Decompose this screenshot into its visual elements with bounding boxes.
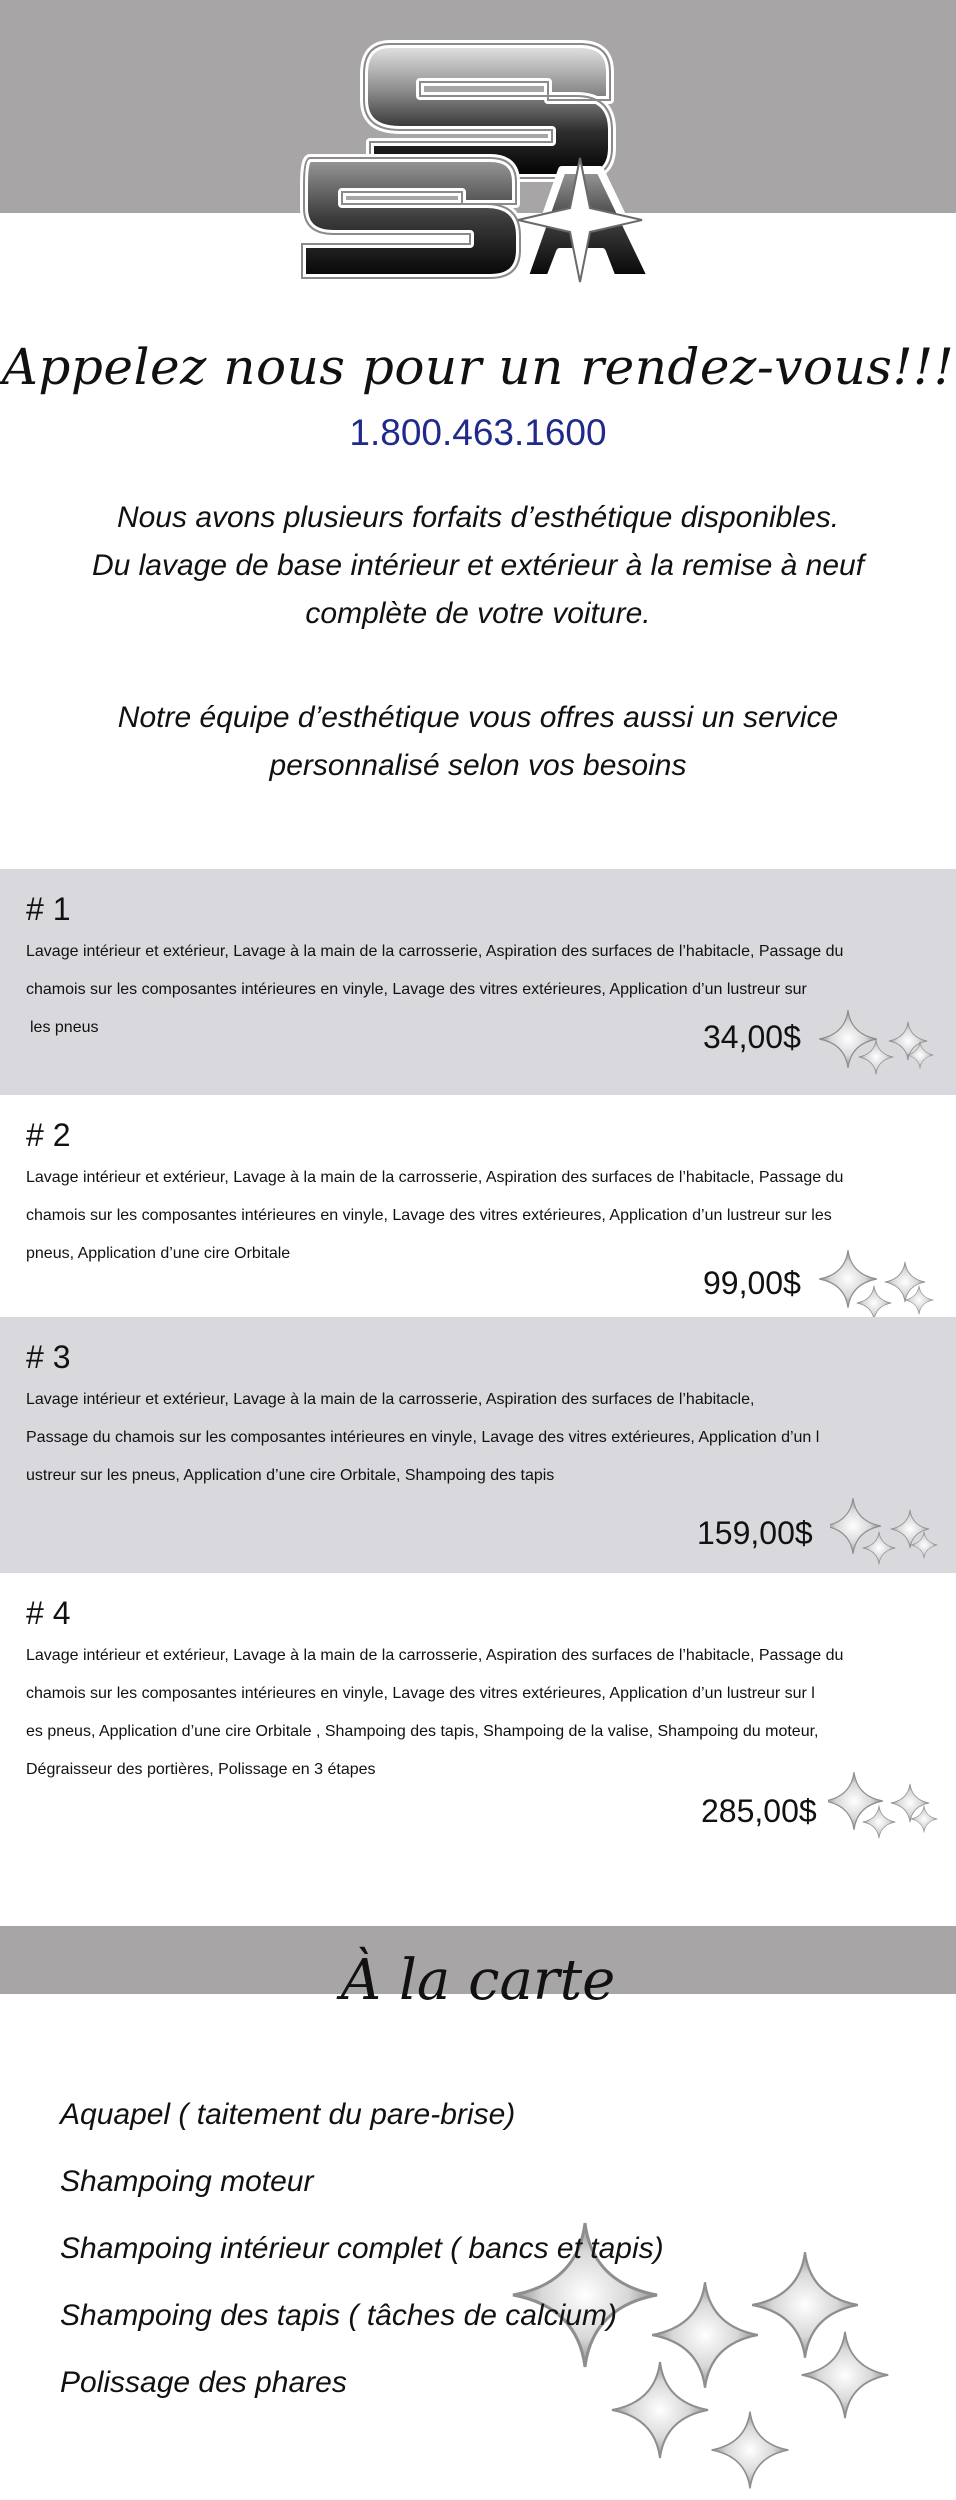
list-item: Shampoing intérieur complet ( bancs et tapis) — [60, 2232, 664, 2265]
package-description-line: Dégraisseur des portières, Polissage en 3 étapes — [26, 1761, 376, 1778]
package-description-line: chamois sur les composantes intérieures en vinyle, Lavage des vitres extérieures, Application d’un lustreur sur — [26, 981, 807, 998]
package-price: 99,00$ — [703, 1265, 801, 1301]
intro-line: Nous avons plusieurs forfaits d’esthétique disponibles. — [116, 501, 840, 534]
call-to-action-heading: Appelez nous pour un rendez-vous!!! — [1, 338, 955, 396]
intro-paragraph-1 — [40, 494, 916, 638]
package-description-line: pneus, Application d’une cire Orbitale — [26, 1245, 291, 1262]
package-description-line: Lavage intérieur et extérieur, Lavage à la main de la carrosserie, Aspiration des surfaces de l’habitacle, Passage du — [26, 1647, 844, 1664]
package-description-line: Passage du chamois sur les composantes intérieures en vinyle, Lavage des vitres extérieures, Application d’un l — [26, 1429, 820, 1446]
phone-number[interactable]: 1.800.463.1600 — [349, 412, 607, 453]
package-3 — [0, 1317, 956, 1573]
package-4 — [0, 1573, 956, 1873]
package-description-line: es pneus, Application d’une cire Orbitale , Shampoing des tapis, Shampoing de la valise, Shampoing du moteur, — [26, 1723, 819, 1740]
package-price: 34,00$ — [703, 1019, 801, 1055]
package-description-line: Lavage intérieur et extérieur, Lavage à la main de la carrosserie, Aspiration des surfaces de l’habitacle, Passage du — [26, 1169, 844, 1186]
sparkle-stars-icon — [828, 1765, 948, 1855]
package-description — [26, 1381, 926, 1495]
package-1 — [0, 869, 956, 1095]
ssa-logo-icon — [280, 38, 670, 294]
package-description-line: chamois sur les composantes intérieures en vinyle, Lavage des vitres extérieures, Application d’un lustreur sur l — [26, 1685, 815, 1702]
package-price: 285,00$ — [701, 1793, 817, 1829]
package-description-line: les pneus — [30, 1019, 99, 1036]
package-price: 159,00$ — [697, 1515, 813, 1551]
package-number: # 2 — [26, 1117, 71, 1153]
package-description — [26, 1159, 926, 1273]
package-description-line: Lavage intérieur et extérieur, Lavage à la main de la carrosserie, Aspiration des surfaces de l’habitacle, Passage du — [26, 943, 844, 960]
package-description-line: chamois sur les composantes intérieures en vinyle, Lavage des vitres extérieures, Application d’un lustreur sur les — [26, 1207, 832, 1224]
intro-line: complète de votre voiture. — [305, 597, 651, 630]
list-item: Aquapel ( taitement du pare-brise) — [60, 2098, 516, 2131]
carte-list — [60, 2090, 860, 2425]
package-number: # 1 — [26, 891, 71, 927]
sparkle-stars-icon — [830, 1491, 950, 1581]
carte-title: À la carte — [340, 1948, 616, 2013]
intro-line: personnalisé selon vos besoins — [269, 749, 687, 782]
package-description-line: Lavage intérieur et extérieur, Lavage à la main de la carrosserie, Aspiration des surfaces de l’habitacle, — [26, 1391, 755, 1408]
package-description-line: ustreur sur les pneus, Application d’une cire Orbitale, Shampoing des tapis — [26, 1467, 555, 1484]
package-2 — [0, 1095, 956, 1317]
intro-line: Du lavage de base intérieur et extérieur à la remise à neuf — [91, 549, 865, 582]
list-item: Shampoing moteur — [60, 2165, 314, 2198]
package-description — [26, 1637, 926, 1789]
sparkle-stars-icon — [818, 999, 938, 1089]
intro-paragraph-2 — [40, 694, 916, 790]
list-item: Shampoing des tapis ( tâches de calcium) — [60, 2299, 617, 2332]
package-number: # 4 — [26, 1595, 71, 1631]
intro-line: Notre équipe d’esthétique vous offres aussi un service — [117, 701, 839, 734]
package-number: # 3 — [26, 1339, 71, 1375]
list-item: Polissage des phares — [60, 2366, 347, 2399]
